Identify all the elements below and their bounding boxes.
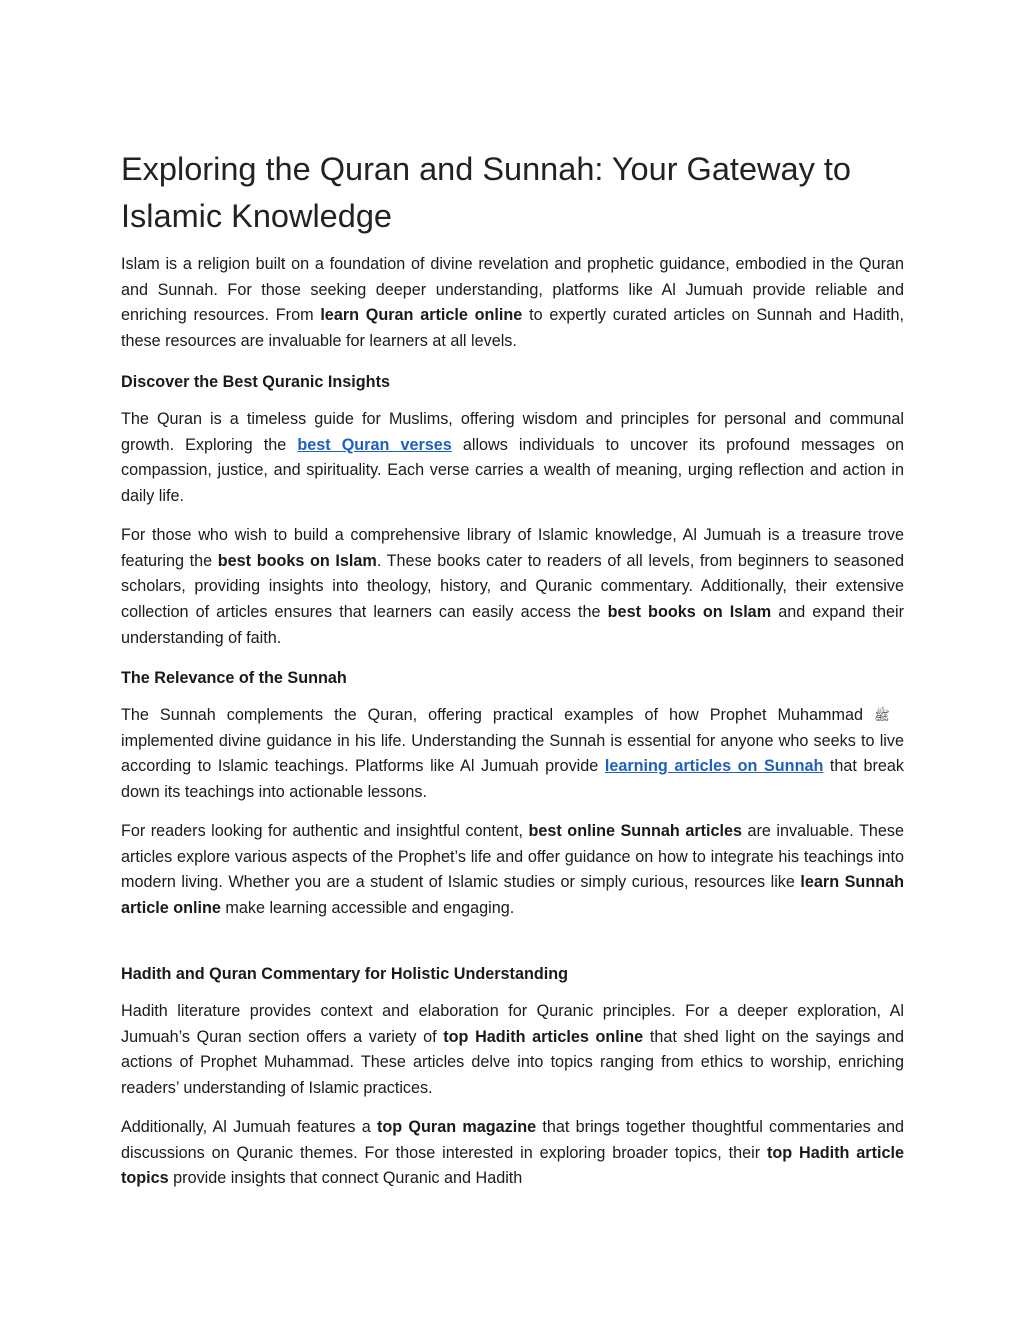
best-quran-verses-link[interactable]: best Quran verses xyxy=(297,435,452,454)
paragraph: The Sunnah complements the Quran, offering practical examples of how Prophet Muhammad ﷺ implemented divine guidance in his life. Understanding the Sunnah is essential for anyone who seeks to live according to Islamic teachings. Platforms like Al Jumuah provide learning articles on Sunnah that break down its teachings into actionable lessons. xyxy=(121,703,904,806)
intro-paragraph: Islam is a religion built on a foundation of divine revelation and prophetic guidance, embodied in the Quran and Sunnah. For those seeking deeper understanding, platforms like Al Jumuah provide reliable and enriching resources. From learn Quran article online to expertly curated articles on Sunnah and Hadith, these resources are invaluable for learners at all levels. xyxy=(121,255,904,351)
bold-phrase: top Hadith article topics xyxy=(121,1143,904,1188)
bold-phrase: top Hadith articles online xyxy=(443,1027,644,1046)
paragraph: Hadith literature provides context and elaboration for Quranic principles. For a deeper exploration, Al Jumuah’s Quran section offers a variety of top Hadith articles online that shed light on the sayings and actions of Prophet Muhammad. These articles delve into topics ranging from ethics to worship, enriching readers’ understanding of Islamic practices. xyxy=(121,1002,904,1098)
section-heading: Hadith and Quran Commentary for Holistic Understanding xyxy=(121,965,568,983)
bold-phrase: learn Quran article online xyxy=(320,306,523,325)
bold-phrase: learn Sunnah article online xyxy=(121,873,904,918)
salutation-glyph: ﷺ xyxy=(874,708,890,723)
section-heading: The Relevance of the Sunnah xyxy=(121,669,347,687)
paragraph: Additionally, Al Jumuah features a top Quran magazine that brings together thoughtful commentaries and discussions on Quranic themes. For those interested in exploring broader topics, their top Hadith article topics provide insights that connect Quranic and Hadith xyxy=(121,1118,904,1188)
section-heading: Discover the Best Quranic Insights xyxy=(121,373,390,391)
bold-phrase: best books on Islam xyxy=(217,551,377,570)
paragraph: For those who wish to build a comprehensive library of Islamic knowledge, Al Jumuah is a treasure trove featuring the best books on Islam. These books cater to readers of all levels, from beginners to seasoned scholars, providing insights into theology, history, and Quranic commentary. Additionally, their extensive collection of articles ensures that learners can easily access the best books on Islam and expand their understanding of faith. xyxy=(121,526,904,647)
learning-articles-on-sunnah-link[interactable]: learning articles on Sunnah xyxy=(604,757,824,776)
page-title: Exploring the Quran and Sunnah: Your Gateway to Islamic Knowledge xyxy=(121,151,851,234)
paragraph: For readers looking for authentic and insightful content, best online Sunnah articles are invaluable. These articles explore various aspects of the Prophet’s life and offer guidance on how to integrate his teachings into modern living. Whether you are a student of Islamic studies or simply curious, resources like learn Sunnah article online make learning accessible and engaging. xyxy=(121,822,904,918)
paragraph: The Quran is a timeless guide for Muslims, offering wisdom and principles for personal and communal growth. Exploring the best Quran verses allows individuals to uncover its profound messages on compassion, justice, and spirituality. Each verse carries a wealth of meaning, urging reflection and action in daily life. xyxy=(121,410,904,506)
bold-phrase: top Quran magazine xyxy=(377,1118,537,1136)
bold-phrase: best books on Islam xyxy=(607,603,772,622)
bold-phrase: best online Sunnah articles xyxy=(528,822,743,840)
